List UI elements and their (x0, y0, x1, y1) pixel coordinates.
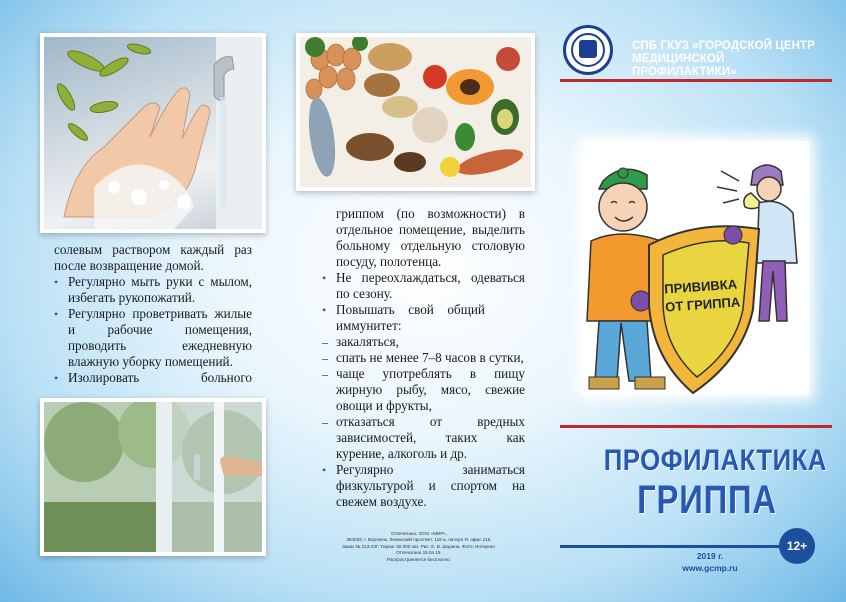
list-item (322, 350, 525, 366)
list-item (322, 302, 525, 334)
list-item-text: Повышать свой общий иммунитет: (336, 302, 485, 333)
food-illustration (300, 37, 531, 187)
dash-icon: – (322, 351, 328, 365)
healthy-food-photo (296, 33, 535, 191)
organization-name-line: МЕДИЦИНСКОЙ ПРОФИЛАКТИКИ» (632, 53, 737, 78)
page-title-line2: ГРИППА (637, 478, 777, 522)
open-window-photo (40, 398, 266, 556)
dash-icon: – (322, 335, 328, 349)
imprint-line: Распространяется бесплатно. (387, 556, 451, 562)
list-item (54, 370, 252, 386)
age-rating-badge: 12+ (779, 528, 815, 564)
list-item (54, 306, 252, 370)
shield-text-line1: ПРИВИВКА (663, 276, 738, 297)
list-item (322, 366, 525, 414)
list-item-text: спать не менее 7–8 часов в сутки, (336, 350, 524, 365)
organization-name-line: СПБ ГКУЗ «ГОРОДСКОЙ ЦЕНТР (632, 40, 815, 52)
window-illustration (44, 402, 262, 552)
bullet-icon: • (322, 271, 327, 285)
organization-name (632, 40, 832, 79)
shield-icon (649, 226, 759, 393)
bullet-icon: • (54, 275, 59, 289)
list-item (322, 270, 525, 302)
bullet-icon: • (54, 371, 59, 385)
divider (560, 425, 832, 428)
list-item-text: Изолировать больного (68, 370, 252, 385)
page-title-line1: ПРОФИЛАКТИКА (603, 444, 827, 477)
list-item-text: Регулярно заниматься физкультурой и спортом на свежем воздухе. (336, 462, 525, 509)
bullet-icon: • (322, 463, 327, 477)
list-item-text: отказаться от вредных зависимостей, таких как курение, алкоголь и др. (336, 414, 525, 461)
vaccination-illustration (583, 141, 809, 395)
website-link[interactable]: www.gcmp.ru (682, 563, 738, 573)
hand-washing-photo (40, 33, 266, 233)
list-item-text: Регулярно проветривать жилые и рабочие помещения, проводить ежедневную влажную уборку помещений. (68, 306, 252, 369)
list-item-text: закаляться, (336, 334, 399, 349)
paragraph-continuation: гриппом (по возможности) в отдельное помещение, выделить больному отдельную столовую посуду, полотенца. (336, 206, 525, 269)
list-item (54, 242, 252, 274)
dash-icon: – (322, 367, 328, 381)
list-item (54, 274, 252, 306)
bullet-icon: • (54, 307, 59, 321)
imprint-line: Отпечатано 15.04.19. (396, 550, 442, 556)
divider (560, 545, 782, 548)
list-item-text: Регулярно мыть руки с мылом, избегать рукопожатий. (68, 274, 252, 305)
hand-washing-illustration (44, 37, 262, 229)
imprint-line: Заказ № 213-23Г. Тираж: 50 000 экз. Рис. Е. В. Шорина. Фото: Интернет. (342, 543, 496, 549)
organization-logo-icon (563, 25, 613, 75)
print-imprint (300, 531, 538, 563)
shield-character-illustration (583, 141, 809, 395)
bullet-icon: • (322, 303, 327, 317)
list-item (322, 334, 525, 350)
list-item (322, 414, 525, 462)
list-item-text: чаще употреблять в пищу жирную рыбу, мясо, свежие овощи и фрукты, (336, 366, 525, 413)
imprint-line: 394033, г. Воронеж, Ленинский проспект, 119 а, литера Я, офис 215. (346, 537, 492, 543)
list-item (322, 206, 525, 270)
imprint-line: Отпечатано: ООО «МИР», (391, 531, 447, 536)
dash-icon: – (322, 415, 328, 429)
paragraph-continuation: солевым раствором каждый раз после возвращение домой. (54, 242, 252, 273)
divider (560, 79, 832, 82)
list-item-text: Не переохлаждаться, одеваться по сезону. (336, 270, 525, 301)
publication-year: 2019 г. (696, 551, 724, 561)
left-column-text (54, 242, 252, 386)
middle-column-text (322, 206, 525, 510)
shield-text-line2: ОТ ГРИППА (664, 294, 741, 315)
list-item (322, 462, 525, 510)
